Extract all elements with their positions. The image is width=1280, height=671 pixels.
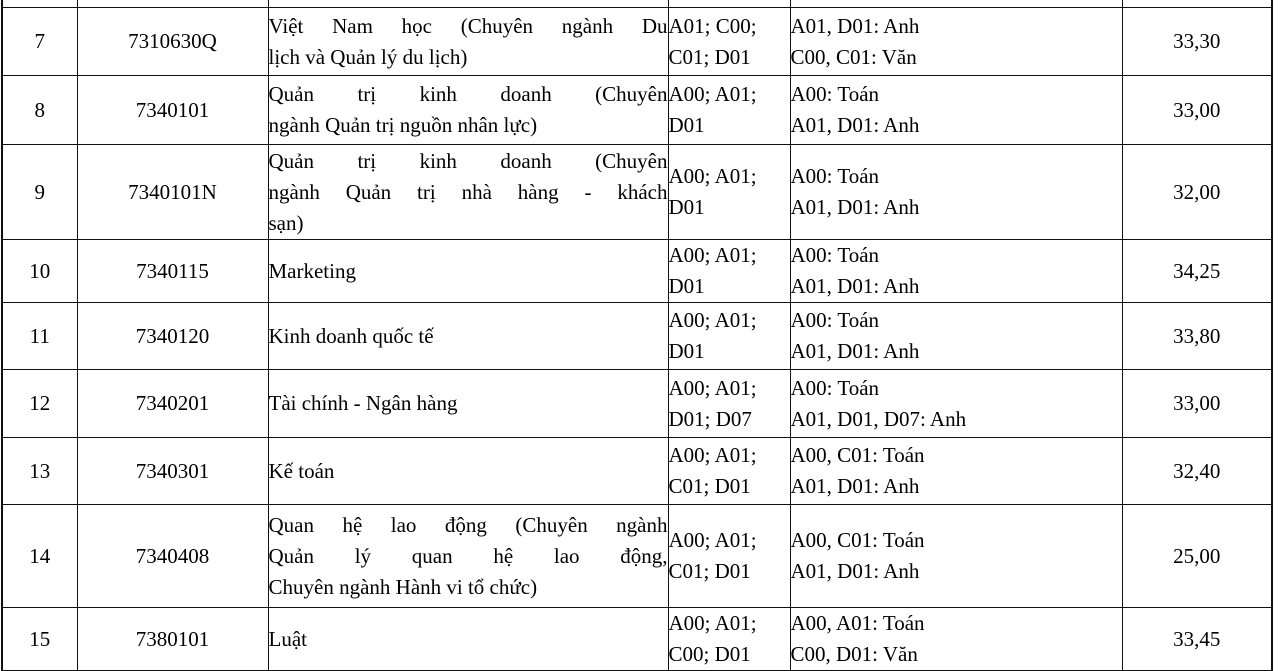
score-cell bbox=[1122, 608, 1272, 671]
score-cell bbox=[1122, 76, 1272, 145]
major-code-cell bbox=[77, 240, 268, 303]
major-name-line: Kế toán bbox=[268, 458, 335, 483]
score-value: 33,30 bbox=[1173, 29, 1221, 53]
table-row bbox=[2, 8, 1272, 76]
main-subject-line: A00: Toán bbox=[790, 82, 880, 106]
major-name-line: Tài chính - Ngân hàng bbox=[268, 391, 458, 415]
major-name-line: Quản lý quan hệ lao động, bbox=[268, 543, 668, 568]
row-number: 8 bbox=[34, 97, 45, 122]
subject-combos-cell bbox=[668, 76, 790, 145]
major-name-cell bbox=[268, 76, 668, 145]
score-value: 33,00 bbox=[1173, 391, 1221, 415]
major-name-cell bbox=[268, 370, 668, 438]
row-number: 13 bbox=[29, 458, 51, 483]
combo-line: A00; A01; bbox=[668, 82, 757, 106]
combo-line: C01; D01 bbox=[668, 44, 751, 69]
major-name-cell bbox=[268, 240, 668, 303]
score-value: 33,45 bbox=[1173, 626, 1221, 651]
subject-combos-cell bbox=[668, 438, 790, 505]
row-number: 10 bbox=[29, 258, 51, 283]
score-value: 32,40 bbox=[1173, 458, 1221, 483]
main-subject-cell bbox=[790, 370, 1122, 438]
table-row bbox=[2, 145, 1272, 240]
major-name-line: Marketing bbox=[268, 258, 356, 283]
combo-line: D01 bbox=[668, 274, 705, 298]
main-subject-cell bbox=[790, 145, 1122, 240]
row-number-cell bbox=[2, 76, 77, 145]
major-code: 7310630Q bbox=[128, 29, 217, 53]
main-subject-line: A00: Toán bbox=[790, 243, 880, 267]
main-subject-line: C00, C01: Văn bbox=[790, 44, 917, 69]
row-number: 12 bbox=[29, 391, 51, 415]
score-value: 25,00 bbox=[1173, 543, 1221, 568]
major-code-cell bbox=[77, 145, 268, 240]
major-code: 7340301 bbox=[135, 458, 210, 483]
major-name-cell bbox=[268, 145, 668, 240]
partial-cell bbox=[668, 0, 790, 8]
major-code-cell bbox=[77, 505, 268, 608]
combo-line: D01 bbox=[668, 195, 705, 219]
major-name-line: Luật bbox=[268, 626, 307, 651]
row-number-cell bbox=[2, 438, 77, 505]
partial-cell bbox=[2, 0, 77, 8]
partial-row bbox=[2, 0, 1272, 8]
row-number-cell bbox=[2, 370, 77, 438]
major-name-line: sạn) bbox=[268, 210, 304, 235]
main-subject-line: C00, D01: Văn bbox=[790, 642, 918, 666]
score-cell bbox=[1122, 145, 1272, 240]
major-code-cell bbox=[77, 76, 268, 145]
score-cell bbox=[1122, 240, 1272, 303]
major-name-line: ngành Quản trị nhà hàng - khách bbox=[268, 179, 668, 204]
subject-combos-cell bbox=[668, 145, 790, 240]
main-subject-cell bbox=[790, 608, 1122, 671]
combo-line: A00; A01; bbox=[668, 528, 757, 552]
main-subject-line: A00: Toán bbox=[790, 164, 880, 188]
major-name-cell bbox=[268, 303, 668, 370]
main-subject-line: A01, D01: Anh bbox=[790, 13, 920, 38]
combo-line: C00; D01 bbox=[668, 642, 751, 666]
major-name-line: Quản trị kinh doanh (Chuyên bbox=[268, 82, 668, 106]
row-number: 15 bbox=[29, 626, 51, 651]
major-name-cell bbox=[268, 505, 668, 608]
table-row bbox=[2, 76, 1272, 145]
combo-line: A00; A01; bbox=[668, 443, 757, 467]
main-subject-cell bbox=[790, 8, 1122, 76]
major-code-cell bbox=[77, 8, 268, 76]
main-subject-line: A00, C01: Toán bbox=[790, 528, 925, 552]
major-name-cell bbox=[268, 438, 668, 505]
subject-combos-cell bbox=[668, 505, 790, 608]
major-name-cell bbox=[268, 8, 668, 76]
row-number-cell bbox=[2, 505, 77, 608]
partial-cell bbox=[1122, 0, 1272, 8]
subject-combos-cell bbox=[668, 370, 790, 438]
major-code-cell bbox=[77, 608, 268, 671]
table-row bbox=[2, 240, 1272, 303]
major-code-cell bbox=[77, 370, 268, 438]
row-number: 11 bbox=[29, 323, 50, 348]
major-name-line: Kinh doanh quốc tế bbox=[268, 323, 434, 348]
main-subject-line: A01, D01: Anh bbox=[790, 274, 920, 298]
score-cell bbox=[1122, 303, 1272, 370]
combo-line: D01 bbox=[668, 339, 705, 363]
partial-cell bbox=[77, 0, 268, 8]
main-subject-line: A01, D01: Anh bbox=[790, 339, 920, 363]
main-subject-line: A01, D01: Anh bbox=[790, 195, 920, 219]
score-value: 32,00 bbox=[1173, 179, 1221, 204]
table-row bbox=[2, 608, 1272, 671]
score-value: 33,80 bbox=[1173, 323, 1221, 348]
table-row bbox=[2, 438, 1272, 505]
main-subject-cell bbox=[790, 303, 1122, 370]
combo-line: A00; A01; bbox=[668, 308, 757, 332]
major-code: 7340201 bbox=[135, 391, 210, 415]
main-subject-line: A01, D01, D07: Anh bbox=[790, 406, 967, 431]
subject-combos-cell bbox=[668, 608, 790, 671]
major-name-line: Chuyên ngành Hành vi tổ chức) bbox=[268, 574, 538, 599]
major-code-cell bbox=[77, 438, 268, 505]
major-name-line: Quan hệ lao động (Chuyên ngành bbox=[268, 512, 668, 537]
main-subject-line: A00: Toán bbox=[790, 375, 880, 400]
admission-scores-table bbox=[1, 0, 1273, 671]
combo-line: D01; D07 bbox=[668, 406, 752, 431]
major-code: 7380101 bbox=[135, 626, 210, 651]
main-subject-line: A00: Toán bbox=[790, 308, 880, 332]
main-subject-line: A01, D01: Anh bbox=[790, 474, 920, 498]
major-code: 7340101N bbox=[128, 179, 217, 204]
row-number: 14 bbox=[29, 543, 51, 568]
major-code: 7340115 bbox=[136, 258, 209, 283]
major-name-line: ngành Quản trị nguồn nhân lực) bbox=[268, 113, 538, 137]
score-value: 34,25 bbox=[1173, 258, 1221, 283]
main-subject-line: A00, C01: Toán bbox=[790, 443, 925, 467]
combo-line: C01; D01 bbox=[668, 559, 751, 583]
major-code: 7340408 bbox=[135, 543, 210, 568]
subject-combos-cell bbox=[668, 303, 790, 370]
score-cell bbox=[1122, 505, 1272, 608]
combo-line: D01 bbox=[668, 113, 705, 137]
main-subject-line: A00, A01: Toán bbox=[790, 611, 925, 635]
main-subject-cell bbox=[790, 240, 1122, 303]
main-subject-cell bbox=[790, 505, 1122, 608]
main-subject-line: A01, D01: Anh bbox=[790, 559, 920, 583]
score-cell bbox=[1122, 8, 1272, 76]
row-number-cell bbox=[2, 303, 77, 370]
score-cell bbox=[1122, 370, 1272, 438]
major-name-cell bbox=[268, 608, 668, 671]
score-value: 33,00 bbox=[1173, 97, 1221, 122]
major-name-line: Việt Nam học (Chuyên ngành Du bbox=[268, 13, 668, 38]
subject-combos-cell bbox=[668, 8, 790, 76]
table-row bbox=[2, 303, 1272, 370]
main-subject-cell bbox=[790, 438, 1122, 505]
major-code-cell bbox=[77, 303, 268, 370]
major-name-line: lịch và Quản lý du lịch) bbox=[268, 44, 468, 69]
row-number-cell bbox=[2, 145, 77, 240]
row-number: 9 bbox=[34, 179, 45, 204]
major-code: 7340120 bbox=[135, 323, 210, 348]
score-cell bbox=[1122, 438, 1272, 505]
subject-combos-cell bbox=[668, 240, 790, 303]
row-number-cell bbox=[2, 608, 77, 671]
table-row bbox=[2, 505, 1272, 608]
partial-cell bbox=[790, 0, 1122, 8]
row-number-cell bbox=[2, 8, 77, 76]
combo-line: A00; A01; bbox=[668, 611, 757, 635]
combo-line: A00; A01; bbox=[668, 243, 757, 267]
table-row bbox=[2, 370, 1272, 438]
major-name-line: Quản trị kinh doanh (Chuyên bbox=[268, 148, 668, 173]
major-code: 7340101 bbox=[135, 97, 210, 122]
combo-line: C01; D01 bbox=[668, 474, 751, 498]
combo-line: A00; A01; bbox=[668, 375, 757, 400]
combo-line: A00; A01; bbox=[668, 164, 757, 188]
row-number: 7 bbox=[34, 29, 45, 53]
main-subject-line: A01, D01: Anh bbox=[790, 113, 920, 137]
combo-line: A01; C00; bbox=[668, 13, 757, 38]
partial-cell bbox=[268, 0, 668, 8]
main-subject-cell bbox=[790, 76, 1122, 145]
row-number-cell bbox=[2, 240, 77, 303]
